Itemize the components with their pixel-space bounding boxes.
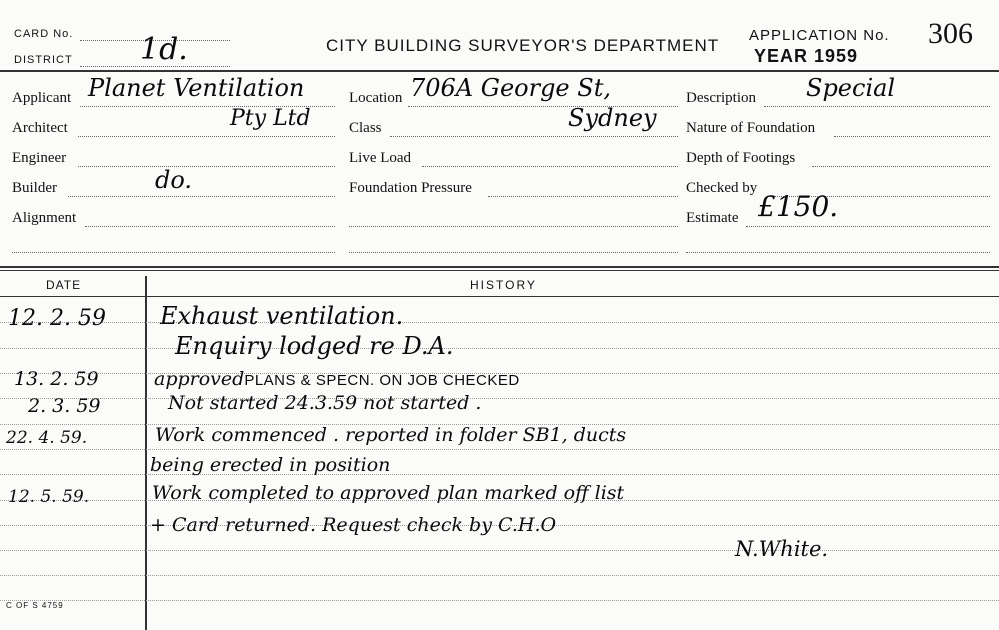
row-date: 12. 5. 59. xyxy=(8,487,90,507)
table-top-rule xyxy=(0,266,999,268)
ruled-line xyxy=(0,550,999,551)
history-header: HISTORY xyxy=(470,278,537,292)
right-line-6 xyxy=(686,252,990,253)
checked-by-label: Checked by xyxy=(686,180,758,196)
application-number: 306 xyxy=(928,17,973,50)
header-rule xyxy=(0,70,999,72)
row-date: 2. 3. 59 xyxy=(28,395,101,417)
alignment-line xyxy=(85,226,335,227)
ruled-line xyxy=(0,600,999,601)
foundation-pressure-line xyxy=(488,196,678,197)
alignment-line-2 xyxy=(12,252,335,253)
location-label: Location xyxy=(349,90,403,106)
row-history: Not started 24.3.59 not started . xyxy=(168,392,482,414)
alignment-label: Alignment xyxy=(12,210,77,226)
estimate-line xyxy=(746,226,990,227)
builder-line xyxy=(68,196,335,197)
engineer-label: Engineer xyxy=(12,150,67,166)
row-history: being erected in position xyxy=(150,454,391,476)
row-history: Work completed to approved plan marked off list xyxy=(152,482,625,504)
ruled-line xyxy=(0,348,999,349)
architect-line xyxy=(78,136,335,137)
application-label: APPLICATION No. xyxy=(749,27,890,44)
nature-of-foundation-label: Nature of Foundation xyxy=(686,120,816,136)
ruled-line xyxy=(0,398,999,399)
row-history xyxy=(154,368,520,390)
description-label: Description xyxy=(686,90,756,106)
card-no-label: CARD No. xyxy=(14,28,74,40)
row-history: Enquiry lodged re D.A. xyxy=(175,332,454,360)
middle-line-6 xyxy=(349,252,678,253)
applicant-value: Planet Ventilation xyxy=(88,74,305,102)
year-label: YEAR 1959 xyxy=(754,46,859,66)
row-history-printed: PLANS & SPECN. ON JOB CHECKED xyxy=(244,372,520,389)
applicant-label: Applicant xyxy=(12,90,72,106)
builder-value: do. xyxy=(155,166,193,194)
district-label: DISTRICT xyxy=(14,54,73,66)
architect-value: Pty Ltd xyxy=(230,106,311,131)
class-label: Class xyxy=(349,120,382,136)
date-column-divider xyxy=(145,276,147,630)
date-header: DATE xyxy=(46,278,82,292)
table-header-rule xyxy=(0,296,999,297)
description-value: Special xyxy=(806,74,896,102)
nature-line xyxy=(834,136,990,137)
class-value: Sydney xyxy=(568,104,657,132)
ruled-line xyxy=(0,575,999,576)
location-value: 706A George St, xyxy=(410,74,611,102)
middle-line-5 xyxy=(349,226,678,227)
class-line xyxy=(390,136,678,137)
row-date: 13. 2. 59 xyxy=(14,368,99,390)
architect-label: Architect xyxy=(12,120,68,136)
estimate-label: Estimate xyxy=(686,210,739,226)
builder-label: Builder xyxy=(12,180,57,196)
signature: N.White. xyxy=(735,537,829,561)
row-history: Exhaust ventilation. xyxy=(160,302,404,330)
row-history: Work commenced . reported in folder SB1, ducts xyxy=(155,424,627,446)
live-load-line xyxy=(422,166,678,167)
department-title: CITY BUILDING SURVEYOR'S DEPARTMENT xyxy=(326,36,720,55)
depth-of-footings-label: Depth of Footings xyxy=(686,150,796,166)
depth-line xyxy=(812,166,990,167)
row-date: 22. 4. 59. xyxy=(6,428,88,448)
row-history: + Card returned. Request check by C.H.O xyxy=(150,514,557,536)
row-date: 12. 2. 59 xyxy=(8,306,106,331)
ruled-line xyxy=(0,322,999,323)
table-top-rule-2 xyxy=(0,270,999,271)
ruled-line xyxy=(0,449,999,450)
live-load-label: Live Load xyxy=(349,150,412,166)
engineer-line xyxy=(78,166,335,167)
foundation-pressure-label: Foundation Pressure xyxy=(349,180,472,196)
estimate-value: £150. xyxy=(758,190,839,223)
description-line xyxy=(764,106,990,107)
district-value: 1d. xyxy=(140,32,188,67)
form-code: C OF S 4759 xyxy=(6,601,64,610)
row-history-handwritten: approved xyxy=(154,368,245,390)
